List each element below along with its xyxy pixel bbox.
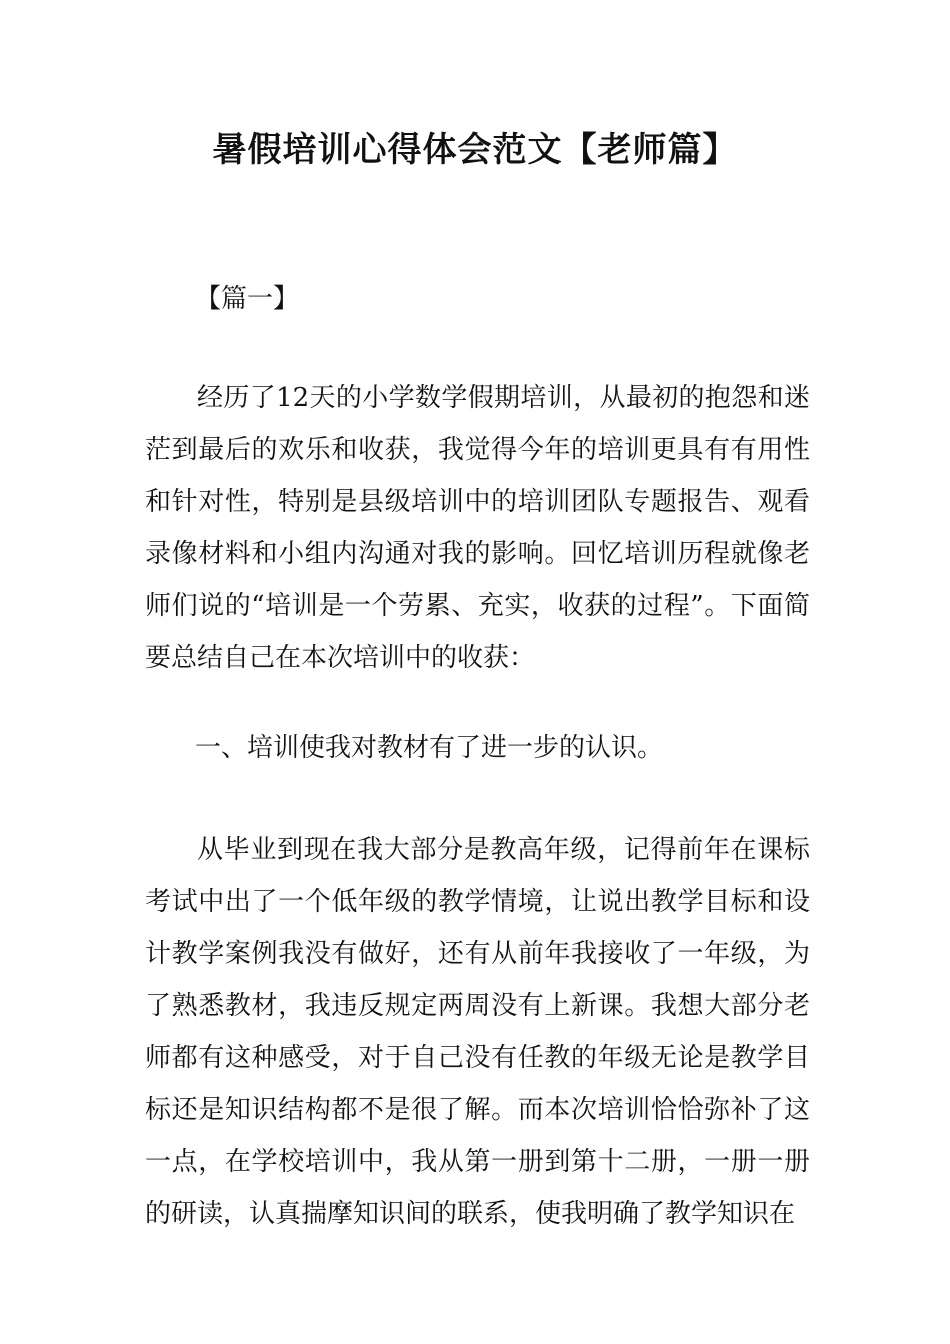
section-label: 【篇一】 xyxy=(195,284,300,314)
paragraph-body: 从毕业到现在我大部分是教高年级，记得前年在课标考试中出了一个低年级的教学情境，让说出教学目标和设计教学案例我没有做好，还有从前年我接收了一年级，为了熟悉教材，我违反规定两周没有上新课。我想大部分老师都有这种感受，对于自己没有任教的年级无论是教学目标还是知识结构都不是很了解。而本次培训恰恰弥补了这一点，在学校培训中，我从第一册到第十二册，一册一册的研读，认真揣摩知识间的联系，使我明确了教学知识在 xyxy=(145,835,810,1229)
section-heading: 一、培训使我对教材有了进一步的认识。 xyxy=(195,733,664,763)
document-title: 暑假培训心得体会范文【老师篇】 xyxy=(212,130,738,170)
paragraph-intro: 经历了12天的小学数学假期培训，从最初的抱怨和迷茫到最后的欢乐和收获，我觉得今年的培训更具有有用性和针对性，特别是县级培训中的培训团队专题报告、观看录像材料和小组内沟通对我的影响。回忆培训历程就像老师们说的“培训是一个劳累、充实，收获的过程”。下面简要总结自己在本次培训中的收获： xyxy=(145,383,810,673)
